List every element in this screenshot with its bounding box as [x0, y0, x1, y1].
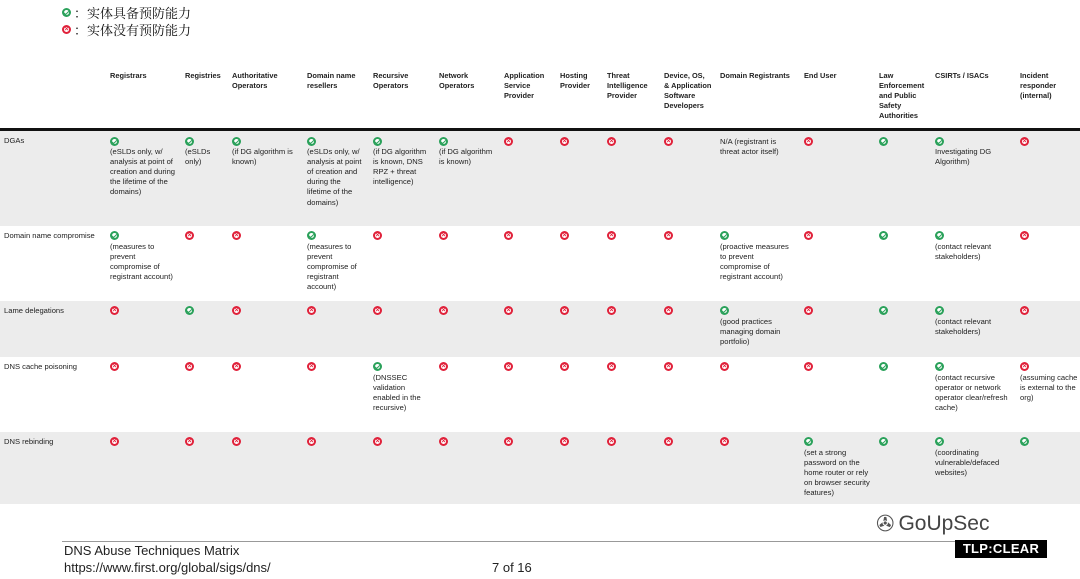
table-cell — [798, 432, 873, 504]
x-circle-icon — [504, 306, 513, 315]
cell-note: Investigating DG Algorithm) — [935, 147, 992, 167]
table-cell — [873, 432, 929, 504]
check-circle-icon — [879, 362, 888, 371]
table-cell — [1014, 301, 1080, 357]
x-circle-icon — [664, 437, 673, 446]
table-row — [0, 301, 1080, 357]
table-cell — [601, 357, 658, 432]
table-cell — [601, 226, 658, 301]
check-circle-icon — [720, 306, 729, 315]
table-row — [0, 432, 1080, 504]
check-circle-icon — [935, 437, 944, 446]
table-cell — [929, 432, 1014, 504]
cell-note: N/A (registrant is threat actor itself) — [720, 137, 779, 157]
x-circle-icon — [373, 231, 382, 240]
check-circle-icon — [185, 306, 194, 315]
abuse-matrix-table — [0, 69, 1080, 504]
table-cell — [798, 226, 873, 301]
table-cell — [301, 226, 367, 301]
x-circle-icon — [560, 306, 569, 315]
x-circle-icon — [560, 137, 569, 146]
cell-note: (contact relevant stakeholders) — [935, 241, 992, 261]
check-circle-icon — [879, 231, 888, 240]
x-circle-icon — [1020, 362, 1029, 371]
x-circle-icon — [373, 306, 382, 315]
table-cell — [554, 226, 601, 301]
table-cell — [798, 301, 873, 357]
x-circle-icon — [607, 362, 616, 371]
table-cell — [179, 301, 226, 357]
cell-note: (good practices managing domain portfolio) — [720, 316, 781, 346]
cell-note: (set a strong password on the home router or rely on browser security features) — [804, 447, 870, 497]
table-cell — [433, 301, 498, 357]
x-circle-icon — [504, 362, 513, 371]
table-cell — [367, 301, 433, 357]
cell-note: (if DG algorithm is known, DNS RPZ + threat intelligence) — [373, 147, 427, 187]
table-cell — [798, 357, 873, 432]
footer-url: https://www.first.org/global/sigs/dns/ — [64, 560, 271, 575]
table-cell — [601, 130, 658, 226]
table-cell — [554, 357, 601, 432]
x-circle-icon — [560, 362, 569, 371]
table-cell — [367, 432, 433, 504]
x-circle-icon — [560, 231, 569, 240]
check-circle-icon — [935, 231, 944, 240]
column-header-blank — [0, 69, 104, 130]
table-cell — [873, 226, 929, 301]
table-cell — [1014, 432, 1080, 504]
x-circle-icon — [62, 25, 71, 34]
column-header-network: Network Operators — [433, 69, 498, 130]
table-row — [0, 130, 1080, 226]
table-cell — [601, 432, 658, 504]
table-cell — [658, 357, 714, 432]
table-cell — [714, 432, 798, 504]
column-header-resellers: Domain name resellers — [301, 69, 367, 130]
column-header-registries: Registries — [179, 69, 226, 130]
table-cell — [433, 357, 498, 432]
cell-note: (contact recursive operator or network operator clear/refresh cache) — [935, 372, 1008, 412]
table-cell — [226, 226, 301, 301]
x-circle-icon — [439, 362, 448, 371]
row-label: Domain name compromise — [4, 230, 95, 240]
table-cell — [498, 130, 554, 226]
cell-note: (contact relevant stakeholders) — [935, 316, 992, 336]
table-cell — [498, 432, 554, 504]
x-circle-icon — [1020, 231, 1029, 240]
column-header-le: Law Enforcement and Public Safety Authorities — [873, 69, 929, 130]
table-cell — [658, 432, 714, 504]
legend-label: ：实体具备预防能力 — [74, 6, 192, 21]
table-cell — [929, 130, 1014, 226]
page-number: 7 of 16 — [492, 560, 532, 575]
table-cell — [601, 301, 658, 357]
table-cell — [104, 226, 179, 301]
x-circle-icon — [307, 306, 316, 315]
table-cell — [873, 357, 929, 432]
x-circle-icon — [804, 306, 813, 315]
check-circle-icon — [720, 231, 729, 240]
table-cell — [1014, 226, 1080, 301]
x-circle-icon — [1020, 137, 1029, 146]
table-cell — [433, 226, 498, 301]
cell-note: (if DG algorithm is known) — [232, 147, 293, 167]
x-circle-icon — [439, 306, 448, 315]
legend — [62, 4, 191, 38]
legend-label: ：实体没有预防能力 — [74, 23, 192, 38]
table-cell — [554, 301, 601, 357]
table-cell — [226, 301, 301, 357]
check-circle-icon — [307, 137, 316, 146]
x-circle-icon — [504, 437, 513, 446]
x-circle-icon — [439, 437, 448, 446]
check-circle-icon — [935, 137, 944, 146]
table-header-row — [0, 69, 1080, 130]
x-circle-icon — [185, 437, 194, 446]
cell-note: (measures to prevent compromise of registrant account) — [307, 241, 357, 291]
table-cell — [226, 130, 301, 226]
x-circle-icon — [664, 137, 673, 146]
check-circle-icon — [804, 437, 813, 446]
row-label: Lame delegations — [0, 301, 104, 357]
table-cell — [714, 301, 798, 357]
check-circle-icon — [373, 362, 382, 371]
table-cell — [554, 432, 601, 504]
x-circle-icon — [607, 231, 616, 240]
column-header-auth: Authoritative Operators — [226, 69, 301, 130]
watermark — [876, 511, 989, 537]
x-circle-icon — [232, 437, 241, 446]
column-header-asp: Application Service Provider — [498, 69, 554, 130]
x-circle-icon — [504, 231, 513, 240]
x-circle-icon — [504, 137, 513, 146]
wechat-icon: ✇ — [876, 511, 895, 536]
x-circle-icon — [232, 362, 241, 371]
x-circle-icon — [373, 437, 382, 446]
x-circle-icon — [110, 437, 119, 446]
x-circle-icon — [307, 362, 316, 371]
x-circle-icon — [307, 437, 316, 446]
x-circle-icon — [439, 231, 448, 240]
table-cell — [179, 432, 226, 504]
table-cell — [798, 130, 873, 226]
table-cell — [554, 130, 601, 226]
table-cell — [367, 130, 433, 226]
cell-note: (eSLDs only, w/ analysis at point of creation and during the lifetime of the domains) — [110, 147, 176, 197]
cell-note: (measures to prevent compromise of registrant account) — [110, 241, 173, 281]
x-circle-icon — [664, 306, 673, 315]
table-cell — [658, 301, 714, 357]
check-circle-icon — [935, 306, 944, 315]
table-cell — [179, 130, 226, 226]
x-circle-icon — [720, 362, 729, 371]
table-cell — [714, 226, 798, 301]
table-row — [0, 226, 1080, 301]
cell-note: (if DG algorithm is known) — [439, 147, 493, 167]
x-circle-icon — [804, 362, 813, 371]
x-circle-icon — [560, 437, 569, 446]
table-cell — [873, 130, 929, 226]
table-cell — [498, 357, 554, 432]
table-cell — [301, 301, 367, 357]
check-circle-icon — [232, 137, 241, 146]
table-cell — [104, 357, 179, 432]
table-cell — [873, 301, 929, 357]
table-cell — [714, 130, 798, 226]
check-circle-icon — [185, 137, 194, 146]
table-cell — [658, 130, 714, 226]
tlp-badge: TLP:CLEAR — [955, 540, 1047, 558]
column-header-ir: Incident responder (internal) — [1014, 69, 1080, 130]
table-cell — [301, 357, 367, 432]
table-cell — [179, 226, 226, 301]
x-circle-icon — [232, 306, 241, 315]
cell-note: (coordinating vulnerable/defaced websites) — [935, 447, 1000, 477]
table-cell — [498, 226, 554, 301]
column-header-registrars: Registrars — [104, 69, 179, 130]
row-label: DGAs — [0, 130, 104, 226]
table-cell — [226, 357, 301, 432]
check-circle-icon — [307, 231, 316, 240]
table-cell — [226, 432, 301, 504]
x-circle-icon — [804, 231, 813, 240]
cell-note: (eSLDs only, w/ analysis at point of creation and during the lifetime of the domains) — [307, 147, 362, 207]
footer-divider — [62, 541, 1042, 542]
x-circle-icon — [607, 137, 616, 146]
table-cell — [498, 301, 554, 357]
table-cell — [1014, 357, 1080, 432]
x-circle-icon — [1020, 306, 1029, 315]
table-cell — [104, 130, 179, 226]
x-circle-icon — [664, 362, 673, 371]
check-circle-icon — [110, 231, 119, 240]
column-header-enduser: End User — [798, 69, 873, 130]
column-header-hosting: Hosting Provider — [554, 69, 601, 130]
x-circle-icon — [185, 362, 194, 371]
table-cell — [367, 357, 433, 432]
table-cell — [104, 301, 179, 357]
table-cell — [433, 130, 498, 226]
watermark-text: GoUpSec — [898, 512, 990, 535]
column-header-registrants: Domain Registrants — [714, 69, 798, 130]
table-cell — [301, 432, 367, 504]
x-circle-icon — [110, 306, 119, 315]
cell-note: (eSLDs only) — [185, 147, 211, 167]
table-row — [0, 357, 1080, 432]
check-circle-icon — [935, 362, 944, 371]
x-circle-icon — [664, 231, 673, 240]
table-cell — [1014, 130, 1080, 226]
column-header-csirts: CSIRTs / ISACs — [929, 69, 1014, 130]
cell-note: (DNSSEC validation enabled in the recursive) — [373, 372, 421, 412]
table-cell — [929, 301, 1014, 357]
check-circle-icon — [1020, 437, 1029, 446]
x-circle-icon — [185, 231, 194, 240]
x-circle-icon — [720, 437, 729, 446]
table-cell — [658, 226, 714, 301]
x-circle-icon — [607, 306, 616, 315]
check-circle-icon — [879, 306, 888, 315]
x-circle-icon — [607, 437, 616, 446]
column-header-recursive: Recursive Operators — [367, 69, 433, 130]
check-circle-icon — [879, 137, 888, 146]
table-cell — [179, 357, 226, 432]
x-circle-icon — [804, 137, 813, 146]
x-circle-icon — [232, 231, 241, 240]
footer-title: DNS Abuse Techniques Matrix — [64, 543, 240, 558]
legend-item-capable — [62, 4, 191, 21]
column-header-ti: Threat Intelligence Provider — [601, 69, 658, 130]
table-cell — [367, 226, 433, 301]
table-cell — [433, 432, 498, 504]
row-label: DNS rebinding — [0, 432, 104, 504]
column-header-devs: Device, OS, & Application Software Developers — [658, 69, 714, 130]
check-circle-icon — [439, 137, 448, 146]
cell-note: (assuming cache is external to the org) — [1020, 372, 1078, 402]
table-cell — [714, 357, 798, 432]
table-cell — [301, 130, 367, 226]
table-cell — [104, 432, 179, 504]
x-circle-icon — [110, 362, 119, 371]
table-cell — [929, 226, 1014, 301]
check-circle-icon — [879, 437, 888, 446]
check-circle-icon — [110, 137, 119, 146]
cell-note: (proactive measures to prevent compromise of registrant account) — [720, 241, 789, 281]
table-cell — [929, 357, 1014, 432]
row-label: DNS cache poisoning — [4, 361, 78, 371]
check-circle-icon — [373, 137, 382, 146]
check-circle-icon — [62, 8, 71, 17]
legend-item-not-capable — [62, 21, 191, 38]
